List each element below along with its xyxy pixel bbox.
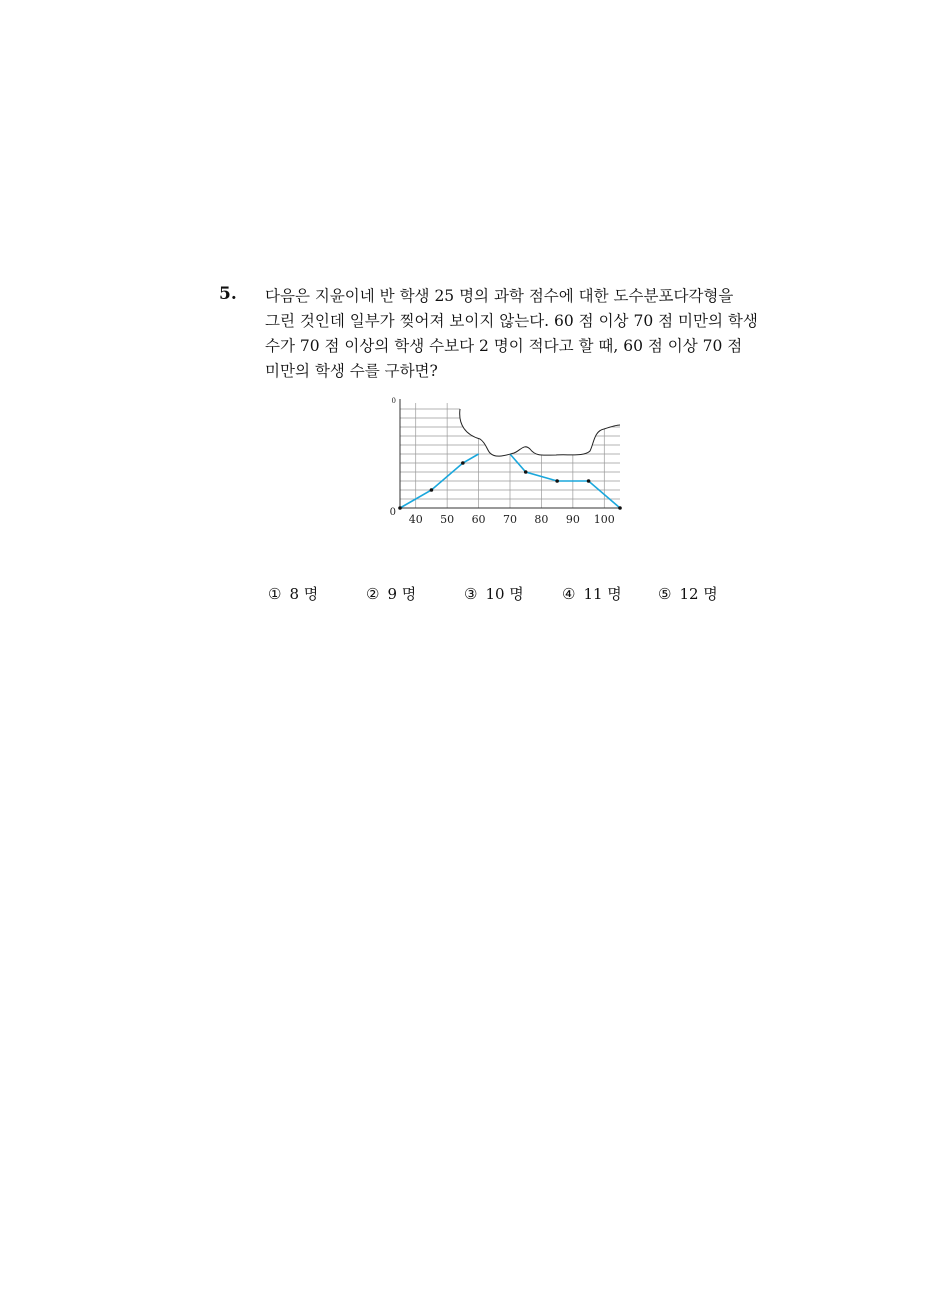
choice-marker: ⑤ xyxy=(658,585,672,603)
torn-region xyxy=(460,395,628,456)
answer-choices xyxy=(268,583,738,609)
question-text xyxy=(265,284,765,384)
choice-3[interactable] xyxy=(464,583,524,604)
data-point xyxy=(430,488,434,492)
choice-label: 12 명 xyxy=(679,585,718,603)
frequency-polygon-chart xyxy=(388,395,628,530)
data-point xyxy=(524,470,528,474)
choice-label: 11 명 xyxy=(583,585,622,603)
x-tick-label: 40 xyxy=(408,513,423,526)
question-line: 수가 70 점 이상의 학생 수보다 2 명이 적다고 할 때, 60 점 이상 70 점 xyxy=(265,337,743,355)
choice-5[interactable] xyxy=(658,583,718,604)
x-tick-label: 60 xyxy=(471,513,486,526)
y-top-label: 0 xyxy=(391,397,396,405)
choice-label: 10 명 xyxy=(485,585,524,603)
choice-2[interactable] xyxy=(366,583,416,604)
x-tick-label: 90 xyxy=(565,513,580,526)
choice-marker: ② xyxy=(366,585,380,603)
x-tick-label: 80 xyxy=(534,513,549,526)
choice-4[interactable] xyxy=(562,583,622,604)
data-point xyxy=(555,479,559,483)
origin-label: 0 xyxy=(389,507,396,518)
data-point xyxy=(618,506,622,510)
data-point xyxy=(461,461,465,465)
choice-1[interactable] xyxy=(268,583,318,604)
question-number: 5. xyxy=(219,284,237,304)
data-point xyxy=(398,506,402,510)
question-line: 다음은 지윤이네 반 학생 25 명의 과학 점수에 대한 도수분포다각형을 xyxy=(265,287,734,305)
choice-label: 8 명 xyxy=(289,585,319,603)
torn-paper-edge xyxy=(460,395,628,456)
x-tick-label: 50 xyxy=(440,513,455,526)
question-line: 그린 것인데 일부가 찢어져 보이지 않는다. 60 점 이상 70 점 미만의 학생 xyxy=(265,312,758,330)
choice-marker: ③ xyxy=(464,585,478,603)
choice-label: 9 명 xyxy=(387,585,417,603)
x-tick-label: 70 xyxy=(503,513,517,526)
choice-marker: ④ xyxy=(562,585,576,603)
question-line: 미만의 학생 수를 구하면? xyxy=(265,362,438,380)
x-tick-label: 100 xyxy=(593,513,615,526)
choice-marker: ① xyxy=(268,585,282,603)
data-point xyxy=(587,479,591,483)
